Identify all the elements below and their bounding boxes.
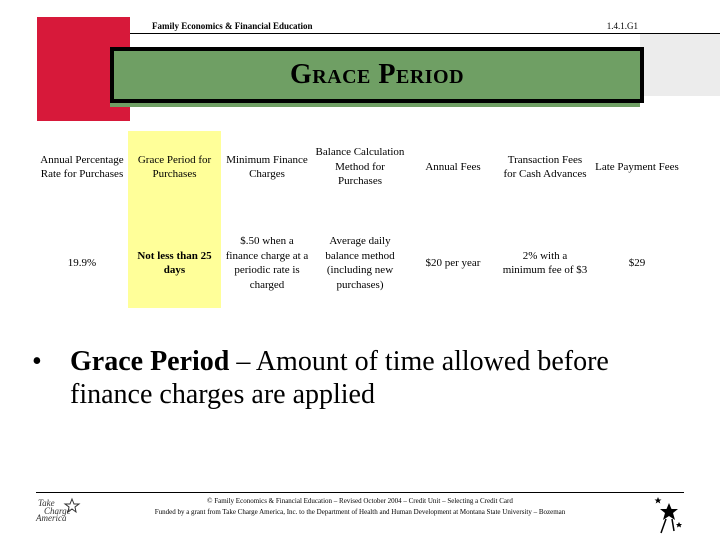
header-code: 1.4.1.G1 xyxy=(606,21,638,31)
table-header-late-fees: Late Payment Fees xyxy=(595,160,679,173)
table-cell-late-fees: $29 xyxy=(628,256,646,269)
table-header-annual-fees: Annual Fees xyxy=(425,160,481,173)
table-cell-grace-period: Not less than 25 days xyxy=(137,249,212,276)
star-figure-logo xyxy=(652,495,686,535)
header-organization: Family Economics & Financial Education xyxy=(152,21,313,31)
logo-word-2: Charge xyxy=(44,506,71,516)
footer-rule xyxy=(36,492,684,493)
table-cell-minimum-finance: $.50 when a finance charge at a periodic rate is charged xyxy=(225,235,309,291)
table-cell-annual-fees: $20 per year xyxy=(425,256,481,269)
bullet-term: Grace Period xyxy=(70,346,230,377)
footer-copyright: © Family Economics & Financial Education – Revised October 2004 – Credit Unit – Selecting a Credit Card xyxy=(207,497,513,505)
slide-title: Grace Period xyxy=(289,59,465,90)
header-rule xyxy=(130,33,720,34)
footer-funding: Funded by a grant from Take Charge America, Inc. to the Department of Health and Human Development at Montana State University – Bozeman xyxy=(154,508,566,516)
table-cell-transaction-fees: 2% with a minimum fee of $3 xyxy=(502,249,588,276)
table-cell-balance-method: Average daily balance method (including new purchases) xyxy=(325,235,395,291)
table-header-minimum-finance: Minimum Finance Charges xyxy=(226,153,308,180)
bullet-marker: • xyxy=(32,346,42,377)
bullet-definition: – Amount of time allowed before finance charges are applied xyxy=(70,346,609,410)
table-cell-apr: 19.9% xyxy=(67,256,97,269)
logo-word-1: Take xyxy=(38,498,55,508)
table-header-apr: Annual Percentage Rate for Purchases xyxy=(40,153,124,180)
table-header-grace-period: Grace Period for Purchases xyxy=(137,153,212,180)
logo-word-3: America xyxy=(36,513,67,523)
table-header-transaction-fees: Transaction Fees for Cash Advances xyxy=(503,153,587,180)
gray-accent-block xyxy=(640,34,720,96)
table-header-balance-method: Balance Calculation Method for Purchases xyxy=(315,146,405,188)
bullet-text xyxy=(70,345,680,411)
